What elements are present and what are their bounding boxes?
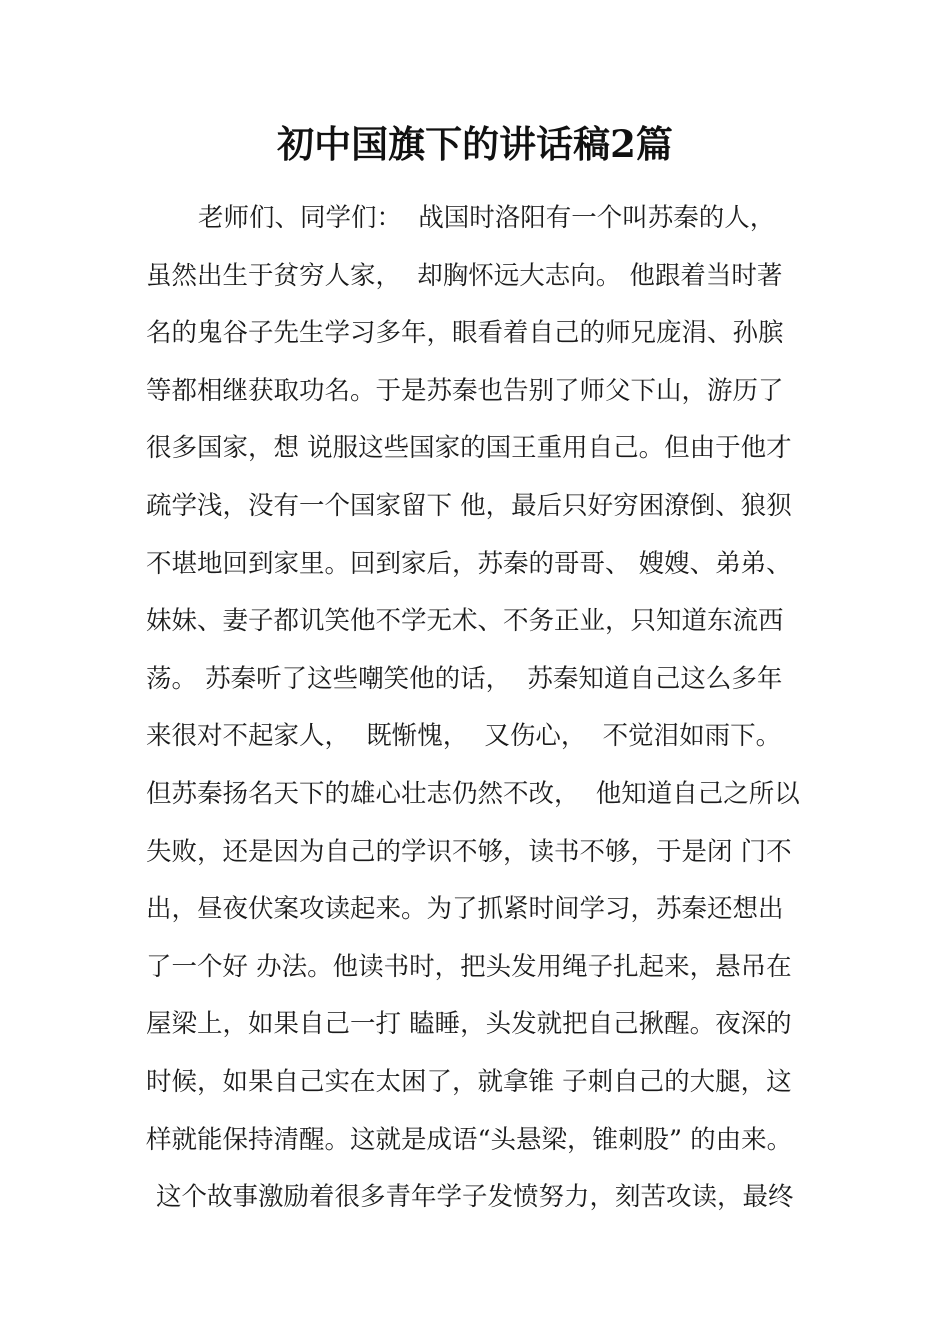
text-line: 妹妹、妻子都讥笑他不学无术、不务正业，只知道东流西 [146, 606, 784, 637]
text-line: 屋梁上，如果自己一打 瞌睡，头发就把自己揪醒。夜深的 [146, 1009, 792, 1040]
text-line: 但苏秦扬名天下的雄心壮志仍然不改， 他知道自己之所以 [146, 778, 800, 809]
text-line: 荡。 苏秦听了这些嘲笑他的话， 苏秦知道自己这么多年 [146, 663, 783, 694]
text-line: 老师们、同学们： 战国时洛阳有一个叫苏秦的人， [198, 203, 776, 233]
text-line: 了一个好 办法。他读书时，把头发用绳子扎起来，悬吊在 [146, 951, 792, 982]
text-line: 来很对不起家人， 既惭愧， 又伤心， 不觉泪如雨下。 [146, 721, 782, 752]
document-body [146, 190, 836, 1227]
text-line: 等都相继获取功名。于是苏秦也告别了师父下山，游历了 [146, 375, 784, 406]
text-line: 出，昼夜伏案攻读起来。为了抓紧时间学习，苏秦还想出 [146, 894, 784, 925]
text-line: 时候，如果自己实在太困了，就拿锥 子刺自己的大腿，这 [146, 1066, 792, 1097]
text-line: 疏学浅，没有一个国家留下 他，最后只好穷困潦倒、狼狈 [146, 490, 792, 521]
text-line: 样就能保持清醒。这就是成语“头悬梁，锥刺股” 的由来。 [146, 1124, 793, 1155]
document-title: 初中国旗下的讲话稿2篇 [277, 122, 673, 166]
text-line: 不堪地回到家里。回到家后，苏秦的哥哥、 嫂嫂、弟弟、 [146, 548, 792, 579]
text-line: 很多国家，想 说服这些国家的国王重用自己。但由于他才 [146, 433, 792, 464]
text-line: 虽然出生于贫穷人家， 却胸怀远大志向。 他跟着当时著 [146, 260, 783, 291]
text-line: 失败，还是因为自己的学识不够，读书不够，于是闭 门不 [146, 836, 792, 867]
text-line: 名的鬼谷子先生学习多年，眼看着自己的师兄庞涓、孙膑 [146, 318, 784, 349]
text-line: 这个故事激励着很多青年学子发愤努力，刻苦攻读，最终 [156, 1182, 794, 1213]
